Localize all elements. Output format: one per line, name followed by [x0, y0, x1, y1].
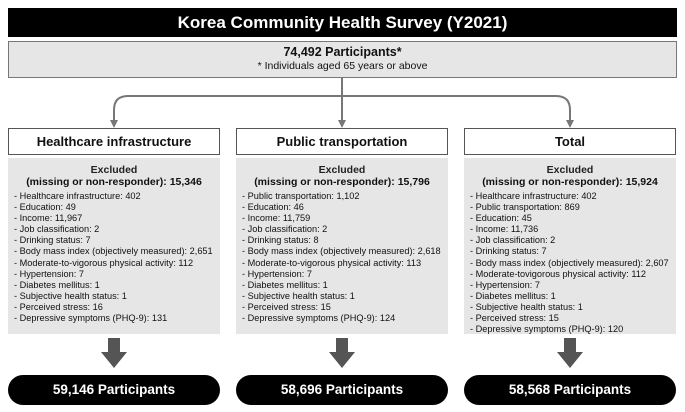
- excluded-box-healthcare: [8, 158, 220, 334]
- list-item: - Hypertension: 7: [470, 280, 670, 291]
- result-pill-total: 58,568 Participants: [464, 375, 676, 405]
- list-item: - Drinking status: 7: [470, 246, 670, 257]
- excluded-box-total: [464, 158, 676, 334]
- list-item: - Public transportation: 1,102: [242, 191, 442, 202]
- list-item: - Income: 11,759: [242, 213, 442, 224]
- list-item: - Subjective health status: 1: [242, 291, 442, 302]
- list-item: - Healthcare infrastructure: 402: [470, 191, 670, 202]
- list-item: - Body mass index (objectively measured): 2,651: [14, 246, 214, 257]
- list-item: - Body mass index (objectively measured): 2,618: [242, 246, 442, 257]
- list-item: - Moderate-to-vigorous physical activity: 112: [14, 258, 214, 269]
- list-item: - Diabetes mellitus: 1: [242, 280, 442, 291]
- result-pill-transport: 58,696 Participants: [236, 375, 448, 405]
- list-item: - Moderate-to-vigorous physical activity: 113: [242, 258, 442, 269]
- list-item: - Education: 49: [14, 202, 214, 213]
- column-header-transport: Public transportation: [236, 128, 448, 155]
- column-header-healthcare: Healthcare infrastructure: [8, 128, 220, 155]
- excluded-label: Excluded: [318, 164, 366, 176]
- down-arrow-2: [329, 338, 355, 368]
- down-arrow-3: [557, 338, 583, 368]
- excluded-list: [242, 191, 442, 324]
- list-item: - Income: 11,736: [470, 224, 670, 235]
- list-item: - Hypertension: 7: [14, 269, 214, 280]
- result-pill-healthcare: 59,146 Participants: [8, 375, 220, 405]
- excluded-detail: (missing or non-responder): 15,796: [254, 176, 430, 188]
- list-item: - Drinking status: 8: [242, 235, 442, 246]
- page-title: Korea Community Health Survey (Y2021): [8, 8, 677, 37]
- list-item: - Subjective health status: 1: [470, 302, 670, 313]
- list-item: - Depressive symptoms (PHQ-9): 131: [14, 313, 214, 324]
- list-item: - Job classification: 2: [242, 224, 442, 235]
- list-item: - Income: 11,967: [14, 213, 214, 224]
- list-item: - Perceived stress: 16: [14, 302, 214, 313]
- list-item: - Moderate-tovigorous physical activity: 112: [470, 269, 670, 280]
- list-item: - Job classification: 2: [470, 235, 670, 246]
- participants-box: [8, 41, 677, 78]
- excluded-detail: (missing or non-responder): 15,346: [26, 176, 202, 188]
- list-item: - Subjective health status: 1: [14, 291, 214, 302]
- list-item: - Education: 45: [470, 213, 670, 224]
- list-item: - Perceived stress: 15: [242, 302, 442, 313]
- down-arrow-1: [101, 338, 127, 368]
- participants-note: * Individuals aged 65 years or above: [257, 60, 428, 72]
- participants-count: 74,492 Participants*: [283, 45, 402, 59]
- list-item: - Drinking status: 7: [14, 235, 214, 246]
- excluded-label: Excluded: [546, 164, 594, 176]
- column-header-total: Total: [464, 128, 676, 155]
- excluded-label: Excluded: [90, 164, 138, 176]
- list-item: - Diabetes mellitus: 1: [14, 280, 214, 291]
- list-item: - Depressive symptoms (PHQ-9): 120: [470, 324, 670, 335]
- connector-left-branch: [114, 96, 342, 124]
- list-item: - Body mass index (objectively measured): 2,607: [470, 258, 670, 269]
- list-item: - Hypertension: 7: [242, 269, 442, 280]
- excluded-box-transport: [236, 158, 448, 334]
- excluded-list: [470, 191, 670, 335]
- connector-right-branch: [342, 96, 570, 124]
- list-item: - Healthcare infrastructure: 402: [14, 191, 214, 202]
- list-item: - Perceived stress: 15: [470, 313, 670, 324]
- list-item: - Education: 46: [242, 202, 442, 213]
- list-item: - Job classification: 2: [14, 224, 214, 235]
- excluded-list: [14, 191, 214, 324]
- list-item: - Public transportation: 869: [470, 202, 670, 213]
- excluded-detail: (missing or non-responder): 15,924: [482, 176, 658, 188]
- list-item: - Depressive symptoms (PHQ-9): 124: [242, 313, 442, 324]
- list-item: - Diabetes mellitus: 1: [470, 291, 670, 302]
